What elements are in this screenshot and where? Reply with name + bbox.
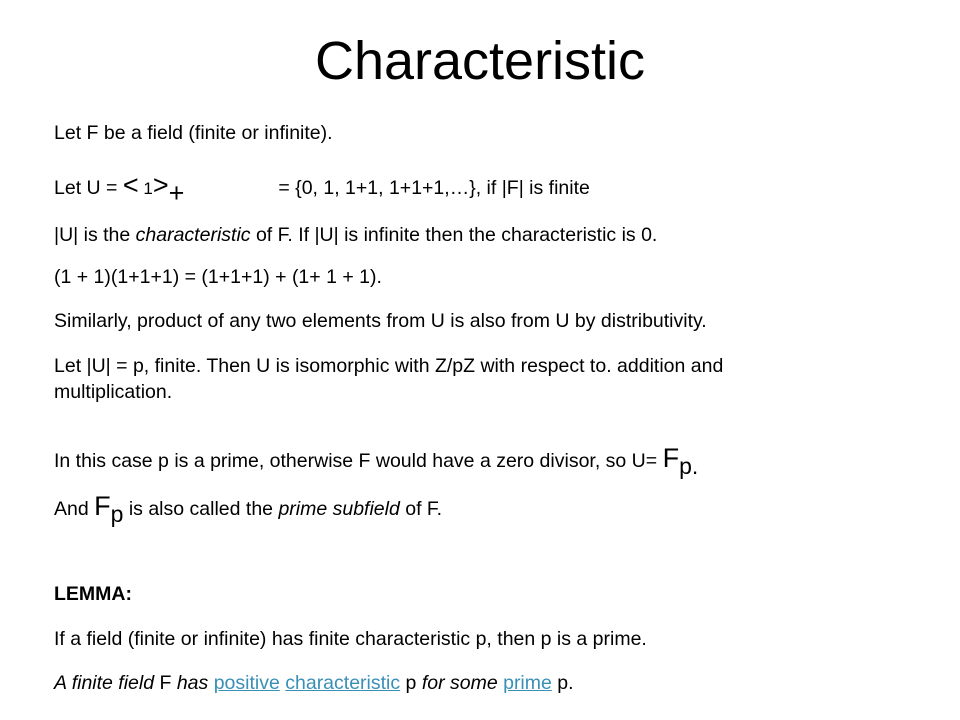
u-definition-set: = {0, 1, 1+1, 1+1+1,…}, if |F| is finite (278, 177, 590, 199)
u-definition-prefix: Let U = (54, 177, 123, 199)
link-prime[interactable]: prime (503, 672, 552, 694)
prime-subfield-term: prime subfield (278, 498, 400, 520)
text-line-characteristic-definition (54, 223, 657, 247)
text-line-product-closure: Similarly, product of any two elements from U is also from U by distributivity. (54, 310, 707, 332)
field-subscript-p: p. (679, 453, 699, 479)
generator-one: 1 (138, 179, 153, 198)
finite-field-text-e: p. (551, 672, 574, 694)
characteristic-text-a: |U| is the (54, 224, 136, 246)
text-line-u-definition (54, 170, 590, 208)
plus-subscript: + (168, 178, 185, 208)
prime-subfield-text-a: And (54, 498, 95, 520)
finite-field-text-d: for some (421, 672, 504, 694)
link-characteristic[interactable]: characteristic (285, 672, 401, 694)
finite-field-text-b: has (171, 672, 214, 694)
text-line-prime-subfield (54, 491, 443, 527)
text-line-isomorphism: Let |U| = p, finite. Then U is isomorphic with Z/pZ with respect to. addition and (54, 355, 724, 377)
slide-title: Characteristic (314, 31, 646, 91)
prime-argument-text: In this case p is a prime, otherwise F would have a zero divisor, so U= (54, 450, 663, 472)
text-line-isomorphism-continued: multiplication. (54, 381, 173, 403)
characteristic-text-b: of F. If |U| is infinite then the characteristic is 0. (250, 224, 658, 246)
link-positive[interactable]: positive (213, 672, 280, 694)
finite-field-text-c: p (400, 672, 422, 694)
field-symbol-f: F (662, 443, 680, 473)
characteristic-term: characteristic (135, 224, 251, 246)
text-line-finite-field (54, 671, 574, 695)
text-line-distributivity-example: (1 + 1)(1+1+1) = (1+1+1) + (1+ 1 + 1). (54, 266, 382, 288)
field-subscript-p: p (110, 501, 124, 527)
finite-field-text-a: A finite field (54, 672, 160, 694)
lemma-heading: LEMMA: (54, 583, 132, 605)
text-line-prime-argument (54, 443, 699, 479)
right-angle-bracket: > (152, 170, 169, 200)
prime-subfield-text-c: of F. (399, 498, 443, 520)
field-symbol-f: F (159, 672, 172, 694)
text-line-lemma-statement: If a field (finite or infinite) has finite characteristic p, then p is a prime. (54, 628, 647, 650)
prime-subfield-text-b: is also called the (123, 498, 279, 520)
field-symbol-f: F (94, 491, 111, 521)
left-angle-bracket: < (122, 170, 139, 200)
text-line-field-definition: Let F be a field (finite or infinite). (54, 122, 333, 144)
